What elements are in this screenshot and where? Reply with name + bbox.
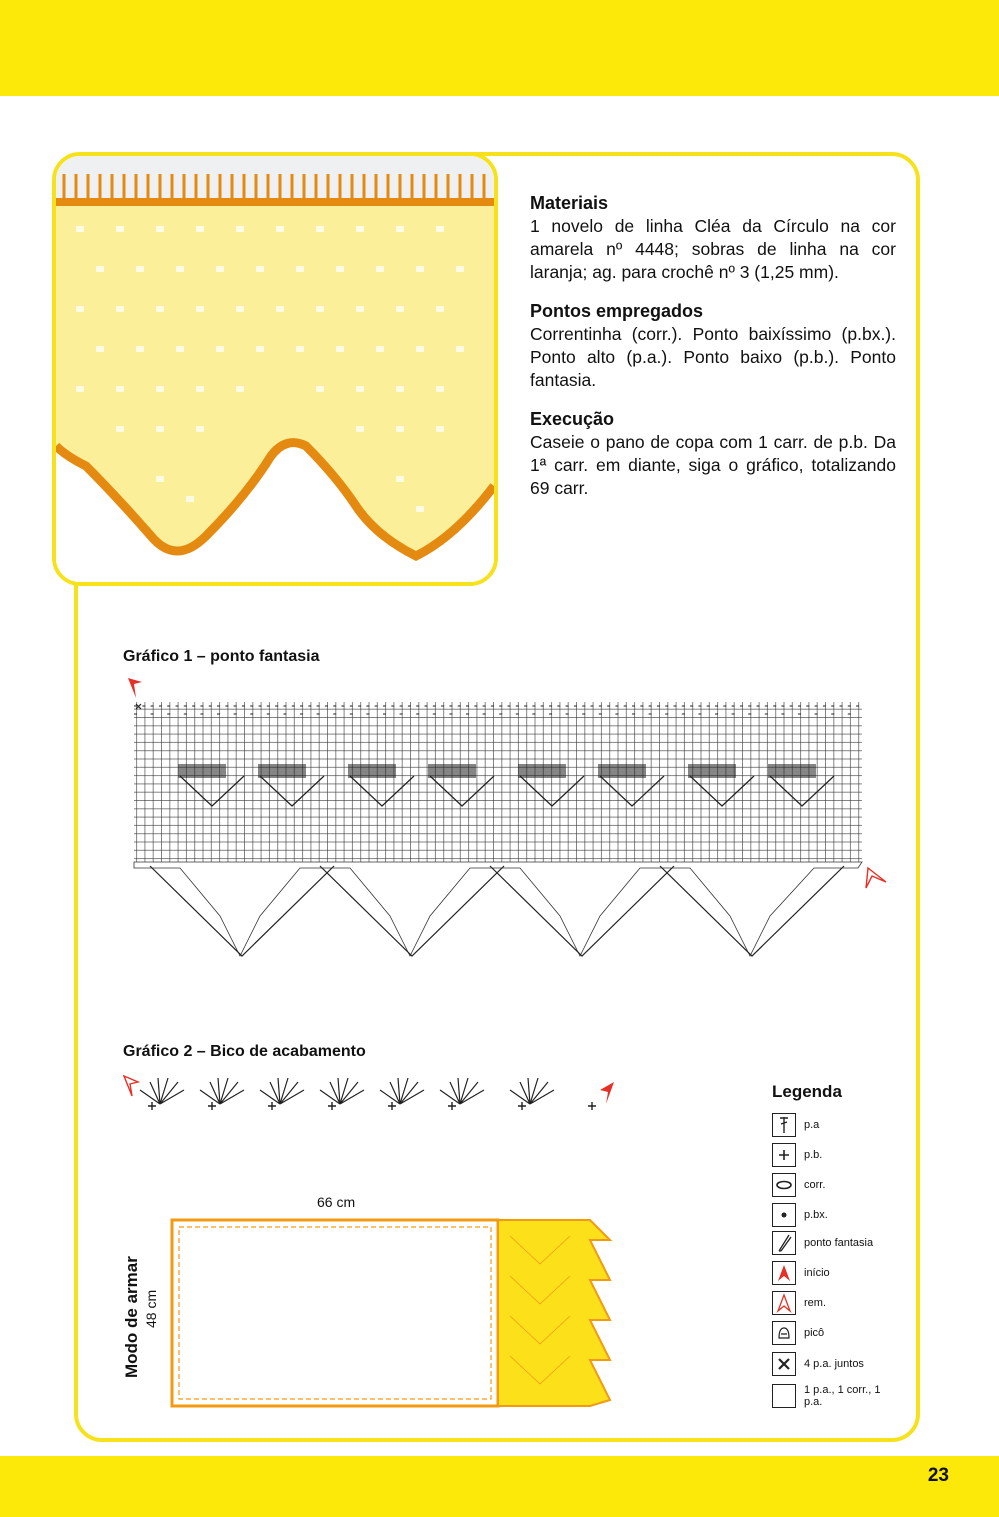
legend-item: início: [772, 1260, 830, 1286]
legend-item: corr.: [772, 1172, 825, 1198]
legend-item: p.b.: [772, 1142, 822, 1168]
top-banner: [0, 0, 999, 96]
row-arrow-icon: [772, 1291, 796, 1315]
legend-item: 1 p.a., 1 corr., 1 p.a.: [772, 1383, 894, 1409]
assembly-width: 66 cm: [317, 1194, 356, 1210]
legend-item: picô: [772, 1320, 824, 1346]
legend-item: p.a: [772, 1112, 819, 1138]
assembly-height: 48 cm: [143, 1289, 159, 1328]
execution-heading: Execução: [530, 409, 615, 429]
chart1-diagram: [120, 676, 890, 966]
chart2-title: Gráfico 2 – Bico de acabamento: [123, 1043, 366, 1060]
assembly-diagram: [170, 1216, 630, 1412]
p-a-icon: [772, 1113, 796, 1137]
stitches-text: Correntinha (corr.). Ponto baixíssimo (p.bx.). Ponto alto (p.a.). Ponto baixo (p.b.). Ponto fantasia.: [530, 324, 896, 390]
legend-item: 4 p.a. juntos: [772, 1351, 864, 1377]
chart2-diagram: [120, 1068, 620, 1118]
bottom-banner: [0, 1456, 999, 1517]
assembly-title: Modo de armar: [122, 1256, 141, 1378]
p-b-icon: [772, 1143, 796, 1167]
mesh-icon: [772, 1384, 796, 1408]
legend-title: Legenda: [772, 1082, 842, 1101]
execution-text: Caseie o pano de copa com 1 carr. de p.b. Da 1ª carr. em diante, siga o gráfico, totalizando 69 carr.: [530, 432, 896, 498]
chart1-title: Gráfico 1 – ponto fantasia: [123, 648, 320, 665]
legend-item: p.bx.: [772, 1202, 828, 1228]
cluster-icon: [772, 1352, 796, 1376]
legend-item: ponto fantasia: [772, 1230, 873, 1256]
fancy-stitch-icon: [772, 1231, 796, 1255]
page-number: 23: [927, 1465, 949, 1486]
start-marker-icon: [128, 678, 142, 698]
crochet-edging-illustration: [56, 156, 494, 582]
chain-icon: [772, 1173, 796, 1197]
picot-icon: [772, 1321, 796, 1345]
start-arrow-icon: [772, 1261, 796, 1285]
crochet-photo: [52, 152, 498, 586]
slip-stitch-icon: [772, 1203, 796, 1227]
end-marker-icon: [866, 868, 886, 888]
legend-item: rem.: [772, 1290, 826, 1316]
materials-heading: Materiais: [530, 193, 609, 213]
stitches-heading: Pontos empregados: [530, 301, 704, 321]
info-section: [530, 192, 896, 516]
materials-text: 1 novelo de linha Cléa da Círculo na cor amarela nº 4448; sobras de linha na cor laranja; ag. para crochê nº 3 (1,25 mm).: [530, 216, 896, 282]
